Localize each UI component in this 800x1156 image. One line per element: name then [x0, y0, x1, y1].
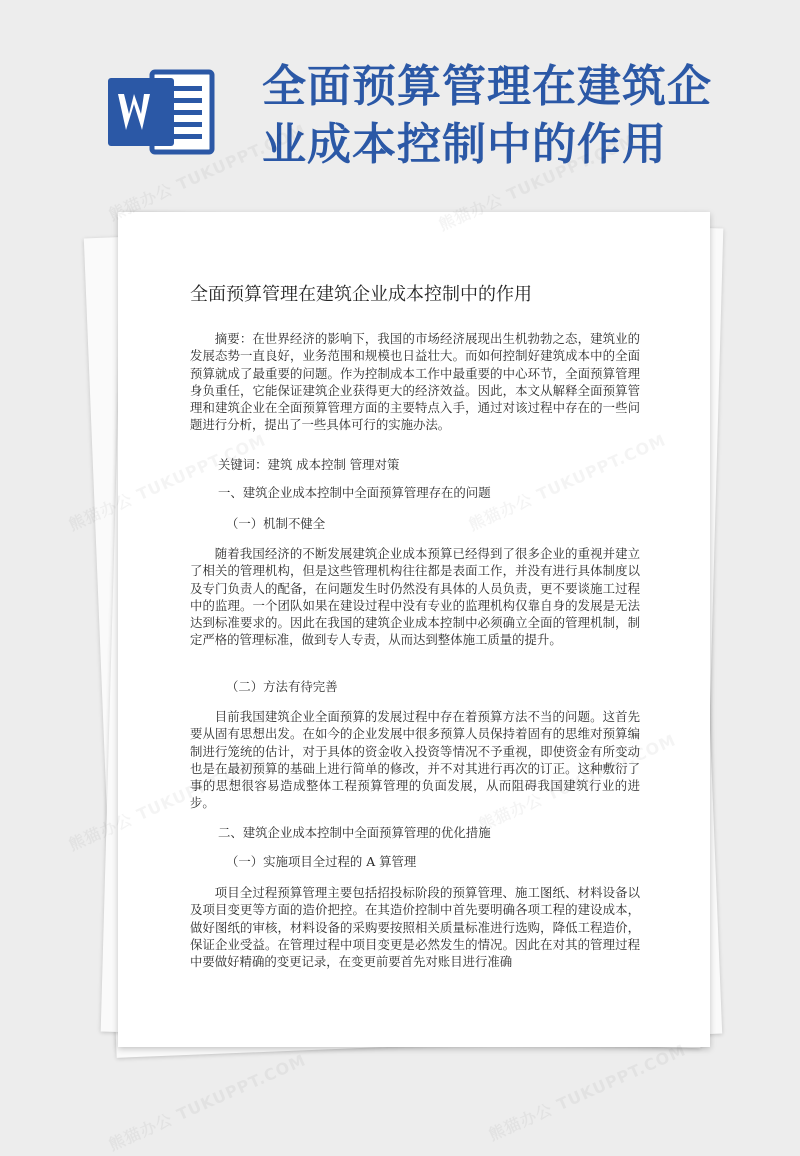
- subsection-heading: （二）方法有待完善: [226, 679, 338, 694]
- word-document-icon: [108, 68, 218, 156]
- keywords-line: 关键词：建筑 成本控制 管理对策: [218, 457, 400, 472]
- subsection-heading: （一）机制不健全: [226, 516, 326, 531]
- subsection-heading: （一）实施项目全过程的 A 算管理: [226, 854, 417, 869]
- abstract-paragraph: 摘要：在世界经济的影响下，我国的市场经济展现出生机勃勃之态，建筑业的发展态势一直良好，业务范围和规模也日益壮大。而如何控制好建筑成本中的全面预算就成了最重要的问题。作为控制成本工作中最重要的中心环节，全面预算管理身负重任，它能保证建筑企业获得更大的经济效益。因此，本文从解释全面预算管理和建筑企业在全面预算管理方面的主要特点入手，通过对该过程中存在的一些问题进行分析，提出了一些具体可行的实施办法。: [190, 331, 640, 433]
- body-paragraph: 随着我国经济的不断发展建筑企业成本预算已经得到了很多企业的重视并建立了相关的管理机构，但是这些管理机构往往都是表面工作，并没有进行具体制度以及专门负责人的配备，在问题发生时仍然没有具体的人员负责，更不要谈施工过程中的监理。一个团队如果在建设过程中没有专业的监理机构仅靠自身的发展是无法达到标准要求的。因此在我国的建筑企业成本控制中必须确立全面的管理机制，制定严格的管理标准，做到专人专责，从而达到整体施工质量的提升。: [190, 546, 640, 648]
- page-title: [262, 58, 762, 174]
- document-page: [118, 212, 710, 1047]
- header-banner: [0, 0, 800, 200]
- page-title-line-1: 全面预算管理在建筑企: [262, 61, 712, 112]
- body-paragraph: 项目全过程预算管理主要包括招投标阶段的预算管理、施工图纸、材料设备以及项目变更等方面的造价把控。在其造价控制中首先要明确各项工程的建设成本，做好图纸的审核，材料设备的采购要按照相关质量标准进行选购，降低工程造价，保证企业受益。在管理过程中项目变更是必然发生的情况。因此在对其的管理过程中要做好精确的变更记录，在变更前要首先对账目进行准确: [190, 885, 640, 970]
- body-paragraph: 目前我国建筑企业全面预算的发展过程中存在着预算方法不当的问题。这首先要从固有思想出发。在如今的企业发展中很多预算人员保持着固有的思维对预算编制进行笼统的估计，对于具体的资金收入投资等情况不予重视，即使资金有所变动也是在最初预算的基础上进行简单的修改，并不对其进行再次的订正。这种敷衍了事的思想很容易造成整体工程预算管理的负面发展，从而阻碍我国建筑行业的进步。: [190, 709, 640, 811]
- section-heading: 二、建筑企业成本控制中全面预算管理的优化措施: [218, 825, 491, 840]
- watermark-text: [105, 1047, 310, 1155]
- page-title-line-2: 业成本控制中的作用: [262, 119, 667, 170]
- document-title: 全面预算管理在建筑企业成本控制中的作用: [190, 284, 532, 305]
- watermark-text: [485, 1037, 690, 1145]
- section-heading: 一、建筑企业成本控制中全面预算管理存在的问题: [218, 485, 491, 500]
